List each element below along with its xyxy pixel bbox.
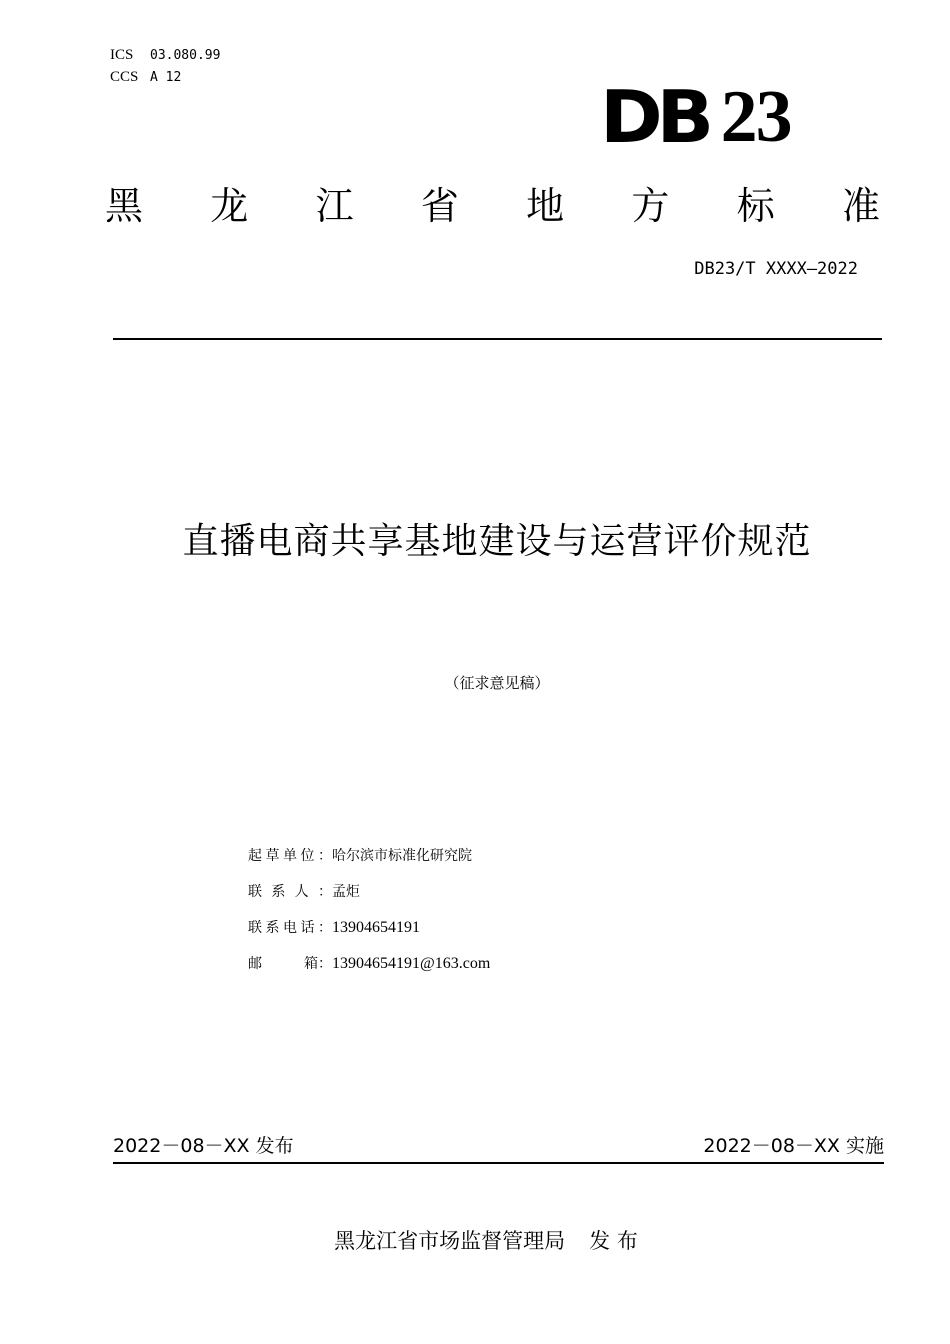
heading-char: 龙	[210, 184, 249, 228]
ccs-value: A 12	[150, 70, 182, 85]
key-char: 系	[265, 920, 280, 936]
key-char: 位	[300, 848, 315, 864]
document-title: 直播电商共享基地建设与运营评价规范	[182, 521, 812, 562]
key-char: 话	[300, 920, 315, 936]
dates-row	[113, 1132, 884, 1160]
key-char: 电	[283, 920, 297, 936]
key-char: 起	[248, 848, 262, 864]
classification-codes	[110, 44, 220, 88]
contact-value: 13904654191	[332, 919, 420, 936]
implement-date: 2022－08－XX 实施	[703, 1135, 884, 1157]
key-char: 联	[248, 884, 262, 900]
colon: ：	[318, 920, 332, 936]
logo-db: DB	[600, 75, 708, 159]
draft-status: （征求意见稿）	[444, 674, 550, 692]
key-char: 草	[265, 848, 280, 864]
standard-type-heading	[105, 180, 880, 232]
key-char: 人	[294, 884, 309, 900]
contact-key	[248, 916, 332, 952]
ics-value: 03.080.99	[150, 48, 221, 63]
ccs-label: CCS	[110, 69, 139, 85]
contact-key	[248, 844, 332, 880]
contact-row-phone	[248, 916, 490, 952]
header-divider	[113, 338, 882, 340]
contact-row-person	[248, 880, 490, 916]
heading-char: 方	[631, 184, 670, 228]
key-char: 系	[271, 884, 286, 900]
colon: ：	[318, 956, 332, 972]
issuer-line	[0, 1226, 950, 1256]
issuer-name: 黑龙江省市场监督管理局	[334, 1229, 566, 1253]
contact-value: 孟炬	[332, 884, 360, 900]
standard-number: DB23/T XXXX—2022	[694, 259, 858, 279]
heading-char: 准	[841, 184, 880, 228]
heading-char: 黑	[105, 184, 144, 228]
release-date: 2022－08－XX 发布	[113, 1135, 294, 1157]
key-char: 单	[283, 848, 297, 864]
ics-label: ICS	[110, 47, 134, 63]
contact-value: 哈尔滨市标准化研究院	[332, 848, 472, 864]
heading-char: 省	[420, 184, 459, 228]
colon: ：	[318, 848, 332, 864]
key-char: 联	[248, 920, 262, 936]
key-char: 邮	[248, 956, 262, 972]
ics-row	[110, 44, 220, 66]
heading-char: 江	[315, 184, 354, 228]
footer-divider	[113, 1162, 884, 1164]
contact-value: 13904654191@163.com	[332, 955, 491, 972]
contact-info	[248, 844, 490, 988]
contact-key	[248, 952, 332, 988]
contact-row-drafting-unit	[248, 844, 490, 880]
logo-number: 23	[720, 76, 791, 158]
heading-char: 地	[526, 184, 565, 228]
issue-word: 发 布	[589, 1229, 638, 1253]
heading-char: 标	[736, 184, 775, 228]
contact-row-email	[248, 952, 490, 988]
ccs-row	[110, 66, 220, 88]
key-char: 箱	[304, 956, 318, 972]
colon: ：	[317, 884, 332, 900]
contact-key	[248, 880, 332, 916]
db23-logo	[600, 75, 791, 159]
